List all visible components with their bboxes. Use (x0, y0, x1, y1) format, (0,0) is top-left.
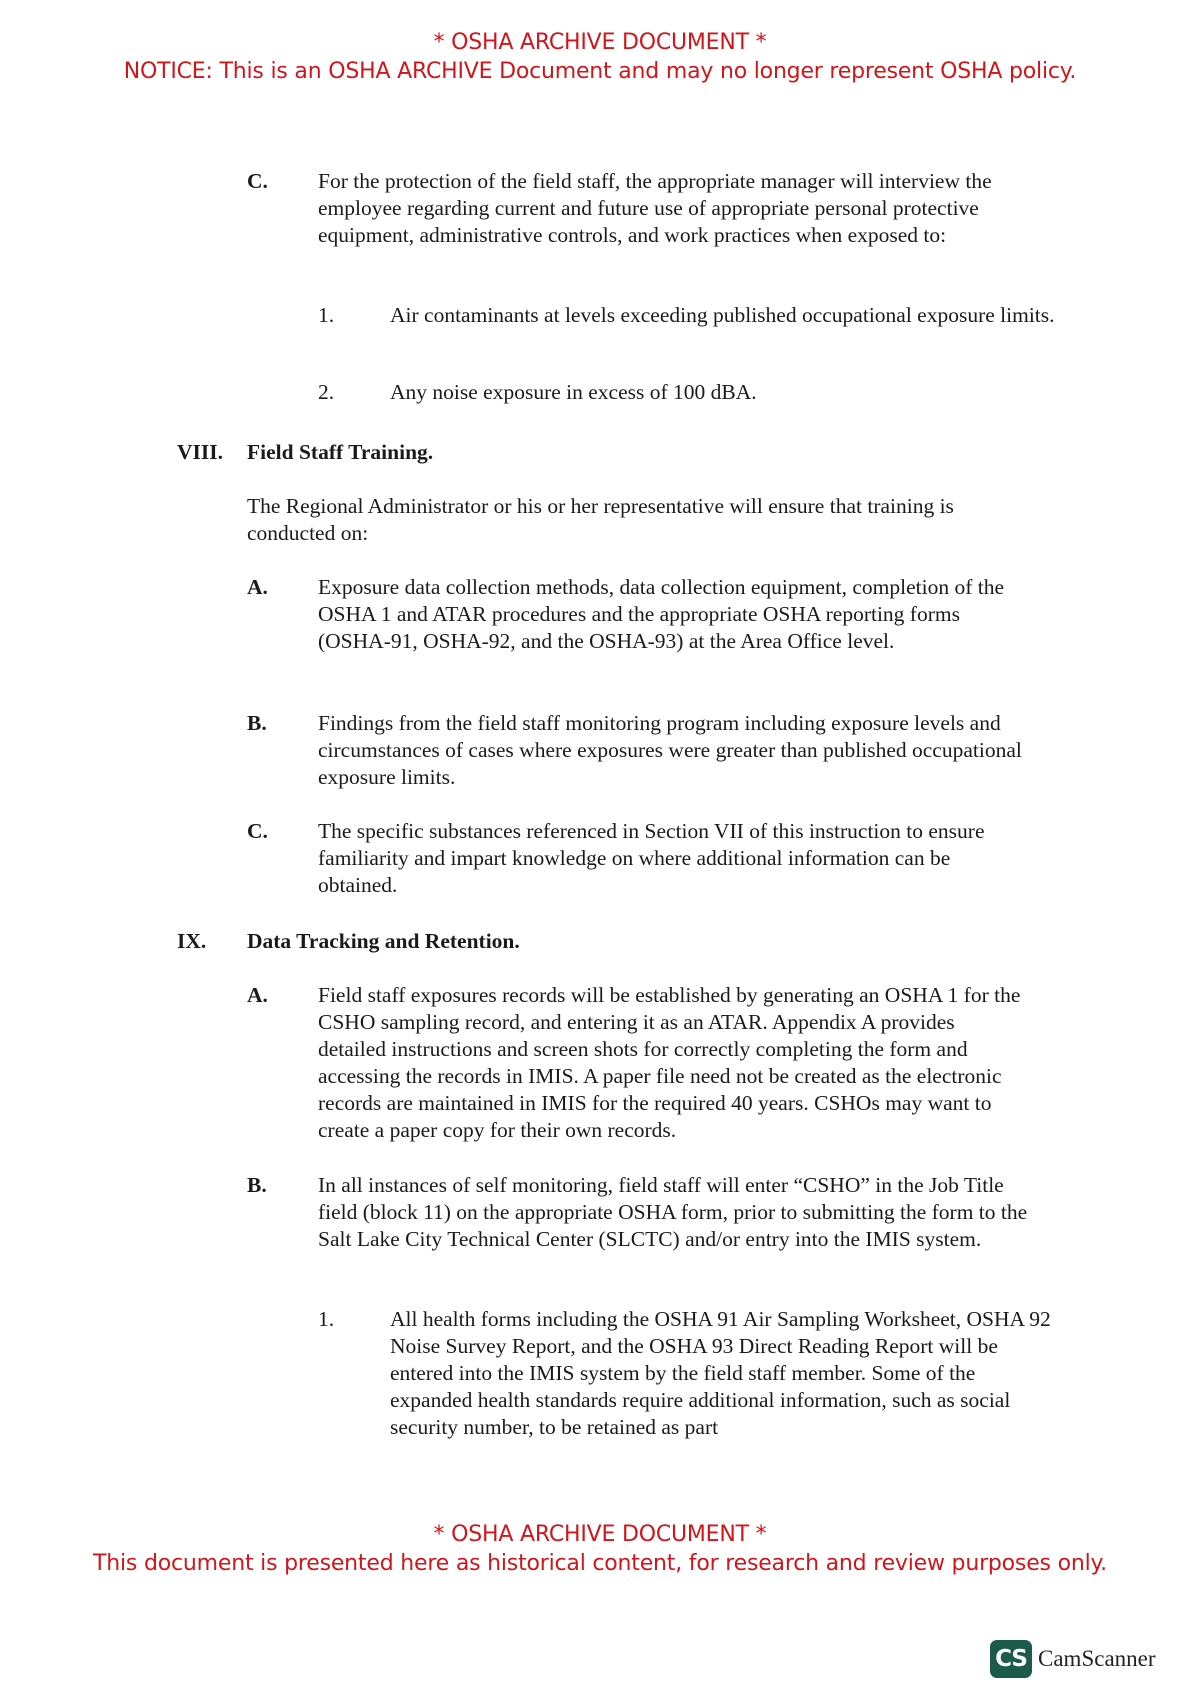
archive-footer (0, 1520, 1200, 1578)
camscanner-label: CamScanner (1038, 1646, 1156, 1671)
item-marker: B. (247, 1173, 267, 1197)
archive-header-title: * OSHA ARCHIVE DOCUMENT * (433, 30, 767, 55)
camscanner-watermark (990, 1640, 1156, 1678)
item-marker: A. (247, 575, 268, 599)
section-number: IX. (177, 929, 207, 953)
paragraph: The Regional Administrator or his or her representative will ensure that training is conducted on: (247, 494, 954, 545)
section-heading: Field Staff Training. (247, 440, 434, 464)
camscanner-logo-icon: CS (990, 1640, 1032, 1678)
item-marker: C. (247, 819, 268, 843)
item-marker: 1. (318, 303, 335, 327)
item-marker: C. (247, 169, 268, 193)
list-item: Field staff exposures records will be established by generating an OSHA 1 for the CSHO sampling record, and entering it as an ATAR. Appendix A provides detailed instructions and screen shots for correctly completing the form and accessing the records in IMIS. A paper file need not be created as the electronic records are maintained in IMIS for the required 40 years. CSHOs may want to create a paper copy for their own records. (318, 983, 1021, 1142)
paragraph: For the protection of the field staff, the appropriate manager will interview the employee regarding current and future use of appropriate personal protective equipment, administrative controls, and work practices when exposed to: (318, 169, 992, 247)
archive-header-notice: NOTICE: This is an OSHA ARCHIVE Document and may no longer represent OSHA policy. (123, 59, 1077, 84)
item-marker: 2. (318, 380, 335, 404)
list-item: Exposure data collection methods, data collection equipment, completion of the OSHA 1 and ATAR procedures and the appropriate OSHA reporting forms (OSHA-91, OSHA-92, and the OSHA-93) at the Area Office level. (318, 575, 1005, 653)
section-heading: Data Tracking and Retention. (247, 929, 520, 953)
list-item: Any noise exposure in excess of 100 dBA. (390, 380, 757, 404)
archive-footer-notice: This document is presented here as historical content, for research and review purposes only. (93, 1551, 1107, 1576)
archive-footer-title: * OSHA ARCHIVE DOCUMENT * (433, 1522, 767, 1547)
section-number: VIII. (177, 440, 224, 464)
item-marker: B. (247, 711, 267, 735)
list-item: All health forms including the OSHA 91 Air Sampling Worksheet, OSHA 92 Noise Survey Report, and the OSHA 93 Direct Reading Report will be entered into the IMIS system by the field staff member. Some of the expanded health standards require additional information, such as social security number, to be retained as part (390, 1307, 1051, 1439)
list-item: The specific substances referenced in Section VII of this instruction to ensure familiarity and impart knowledge on where additional information can be obtained. (318, 819, 985, 897)
list-item: Air contaminants at levels exceeding published occupational exposure limits. (390, 303, 1055, 327)
list-item: In all instances of self monitoring, field staff will enter “CSHO” in the Job Title field (block 11) on the appropriate OSHA form, prior to submitting the form to the Salt Lake City Technical Center (SLCTC) and/or entry into the IMIS system. (318, 1173, 1028, 1251)
archive-header (0, 28, 1200, 86)
item-marker: 1. (318, 1307, 335, 1331)
item-marker: A. (247, 983, 268, 1007)
list-item: Findings from the field staff monitoring program including exposure levels and circumstances of cases where exposures were greater than published occupational exposure limits. (318, 711, 1022, 789)
